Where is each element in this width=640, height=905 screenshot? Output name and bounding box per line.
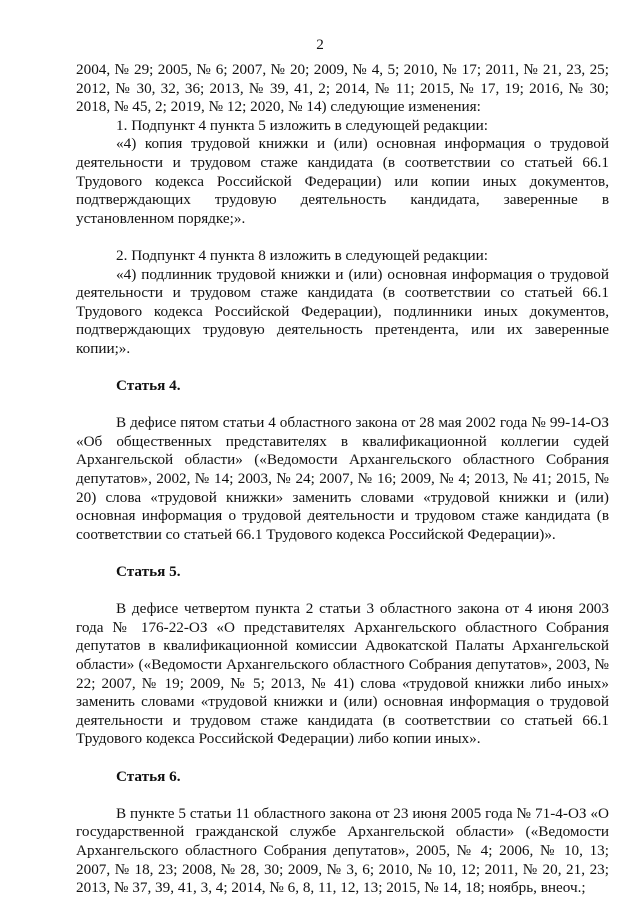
paragraph-spacer [76,749,609,768]
article-heading: Статья 5. [116,563,181,581]
page-number: 2 [316,36,324,53]
document-body [76,61,609,898]
paragraph: В дефисе пятом статьи 4 областного закона от 28 мая 2002 года № 99-14-ОЗ «Об общественных представителях в квалификационной коллегии судей Архангельской области» («Ведомости Архангельского областного Собрания депутатов», 2002, № 14; 2003, № 24; 2007, № 16; 2009, № 4; 2013, № 41; 2015, № 20) слова «трудовой книжки» заменить словами «трудовой книжки и (или) основная информация о трудовой деятельности и трудовом стаже кандидата (в соответствии со статьей 66.1 Трудового кодекса Российской Федерации)». [76,414,609,543]
paragraph-spacer [76,396,609,415]
article-heading: Статья 6. [116,767,181,785]
paragraph: В дефисе четвертом пункта 2 статьи 3 областного закона от 4 июня 2003 года № 176-22-ОЗ «О представителях Архангельского областного Собрания депутатов в квалификационной комиссии Адвокатской Палаты Архангельской области» («Ведомости Архангельского областного Собрания депутатов», 2003, № 22; 2007, № 19; 2009, № 5; 2013, № 41) слова «трудовой книжки либо иных» заменить словами «трудовой книжки и (или) основная информация о трудовой деятельности и трудовом стаже кандидата (в соответствии со статьей 66.1 Трудового кодекса Российской Федерации) либо копии иных». [76,600,609,748]
paragraph-spacer [76,359,609,378]
paragraph: 2. Подпункт 4 пункта 8 изложить в следующей редакции: [116,246,489,264]
paragraph-spacer [76,544,609,563]
paragraph-spacer [76,228,609,247]
paragraph: 1. Подпункт 4 пункта 5 изложить в следующей редакции: [116,116,489,134]
paragraph-spacer [76,582,609,601]
paragraph-spacer [76,786,609,805]
paragraph: В пункте 5 статьи 11 областного закона от 23 июня 2005 года № 71-4-ОЗ «О государственной гражданской службе Архангельской области» («Ведомости Архангельского областного Собрания депутатов», 2005, № 4; 2006, № 10, 13; 2007, № 18, 23; 2008, № 28, 30; 2009, № 3, 6; 2010, № 10, 12; 2011, № 20, 21, 23; 2013, № 37, 39, 41, 3, 4; 2014, № 6, 8, 11, 12, 13; 2015, № 14, 18; ноябрь, внеоч.; [76,804,609,897]
paragraph: «4) копия трудовой книжки и (или) основная информация о трудовой деятельности и трудовом стаже кандидата (в соответствии со статьей 66.1 Трудового кодекса Российской Федерации) или копии иных документов, подтверждающих трудовую деятельность кандидата, заверенные в установленном порядке;». [76,135,609,227]
paragraph: «4) подлинник трудовой книжки и (или) основная информация о трудовой деятельности и трудовом стаже кандидата (в соответствии со статьей 66.1 Трудового кодекса Российской Федерации), подлинники иных документов, подтверждающих трудовую деятельность претендента, или их заверенные копии;». [76,265,609,357]
article-heading: Статья 4. [116,377,181,395]
paragraph: 2004, № 29; 2005, № 6; 2007, № 20; 2009, № 4, 5; 2010, № 17; 2011, № 21, 23, 25; 2012, № 30, 32, 36; 2013, № 39, 41, 2; 2014, № 11; 2015, № 17, 19; 2016, № 30; 2018, № 45, 2; 2019, № 12; 2020, № 14) следующие изменения: [76,61,609,116]
